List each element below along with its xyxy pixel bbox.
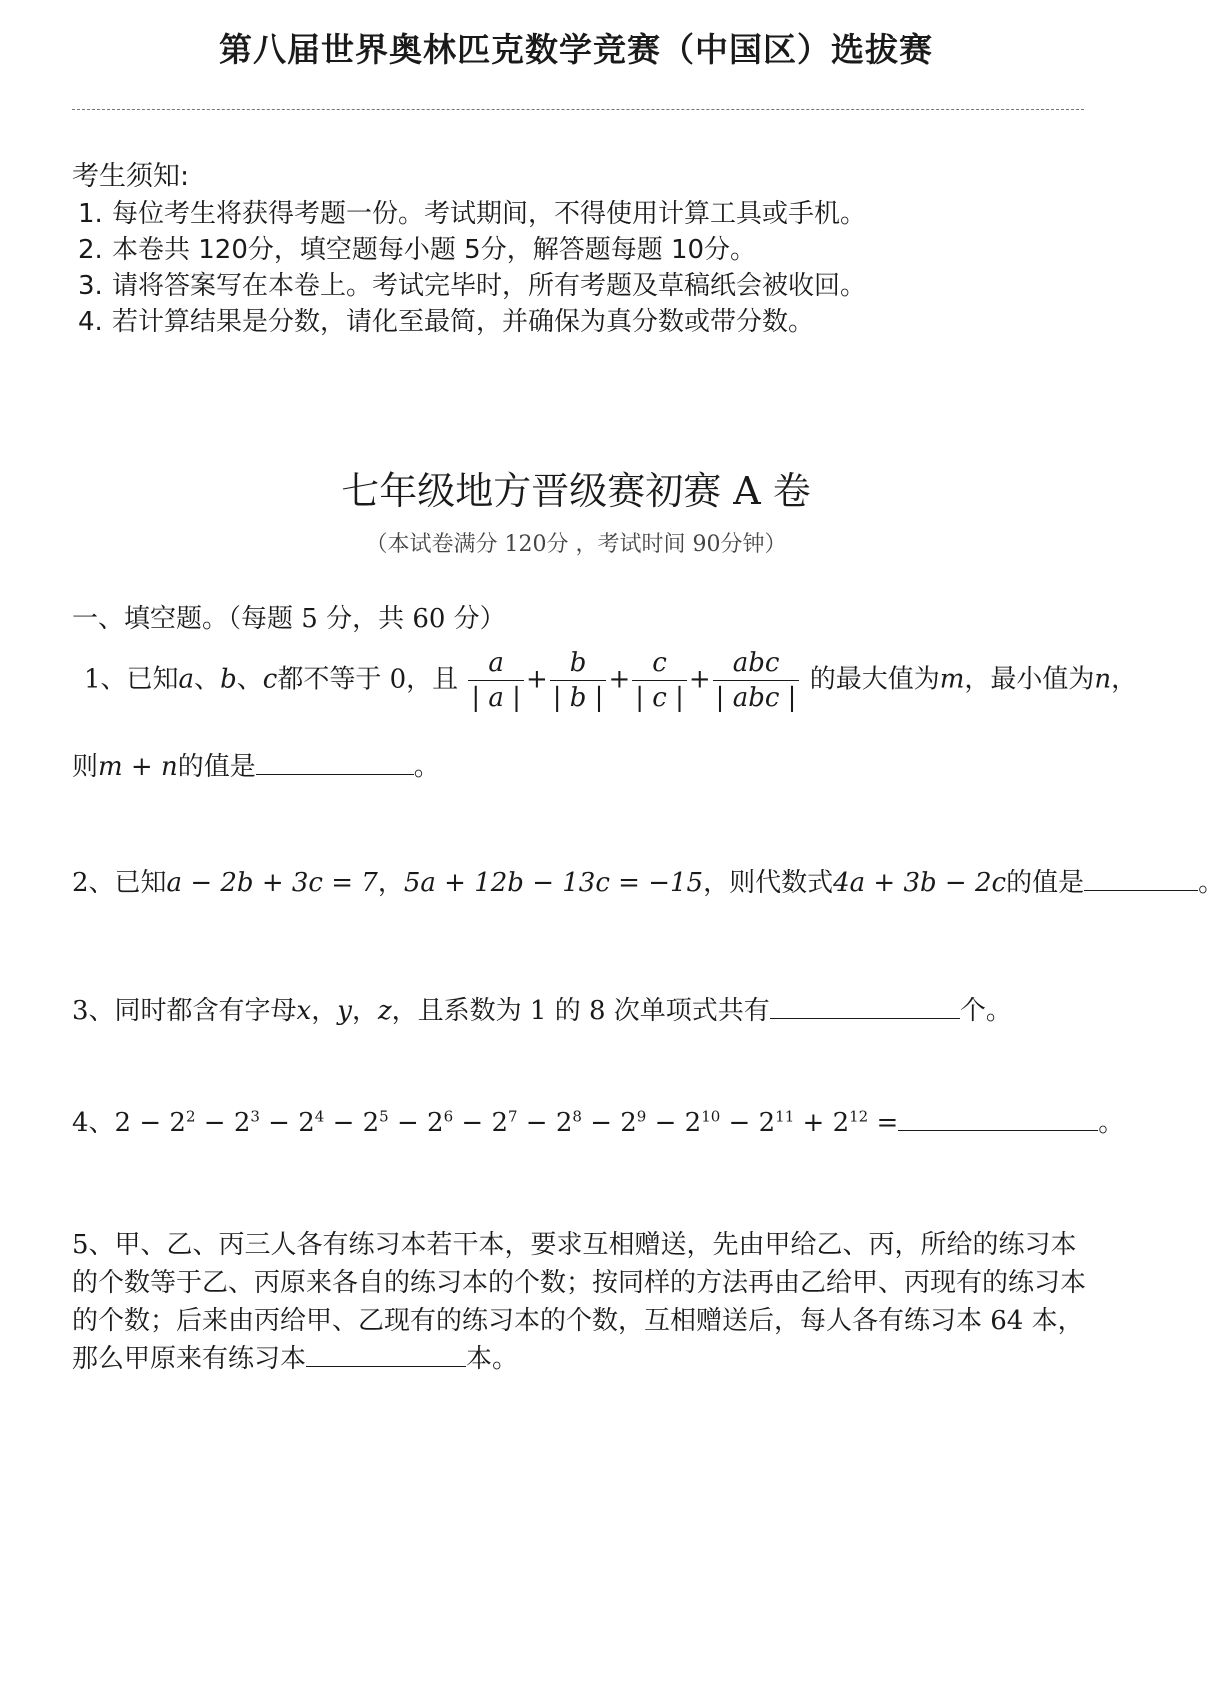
q2-prefix: 2、已知 — [72, 868, 167, 898]
question-2 — [72, 862, 1224, 899]
q3-var-x: x — [296, 996, 312, 1026]
question-1-line-2 — [72, 746, 440, 783]
q2-equation-2: 5a + 12b − 13c = −15 — [403, 868, 704, 898]
plus-sign: + — [525, 664, 548, 695]
notice-item — [78, 232, 866, 268]
q4-expression — [115, 1108, 899, 1138]
q4-exponent: 7 — [507, 1107, 518, 1126]
exam-series-title: 第八届世界奥林匹克数学竞赛（中国区）选拔赛 — [219, 30, 933, 69]
q4-exponent: 6 — [443, 1107, 454, 1126]
q1-var-a: a — [178, 664, 195, 695]
plus-sign: + — [688, 664, 711, 695]
q3-sep: ， — [311, 996, 338, 1026]
q1-answer-blank[interactable] — [256, 750, 414, 775]
q2-equation-1: a − 2b + 3c = 7 — [166, 868, 378, 898]
q4-exponent: 9 — [636, 1107, 647, 1126]
q4-term: − 2 — [324, 1108, 380, 1138]
q4-term: − 2 — [388, 1108, 444, 1138]
q1-line2-prefix: 则 — [72, 752, 99, 782]
fraction-denominator: | a | — [471, 683, 521, 713]
q5-answer-blank[interactable] — [306, 1342, 466, 1367]
fraction-numerator: c — [632, 648, 687, 681]
q4-term: − 2 — [453, 1108, 508, 1138]
q1-mid: 都不等于 0，且 — [277, 664, 459, 695]
q3-var-y: y — [337, 996, 352, 1026]
q1-fraction-b — [550, 648, 607, 713]
q4-answer-blank[interactable] — [898, 1106, 1098, 1131]
fraction-denominator: | b | — [552, 683, 604, 713]
q4-exponent: 5 — [379, 1107, 389, 1126]
fraction-denominator: | abc | — [715, 683, 797, 713]
fraction-numerator: a — [468, 648, 524, 681]
dashed-divider — [72, 109, 1084, 110]
fraction-denominator: | c | — [635, 683, 684, 713]
q1-expr-m-plus-n: m + n — [98, 752, 178, 782]
q4-exponent: 10 — [701, 1107, 721, 1126]
question-3 — [72, 990, 1012, 1027]
q4-prefix: 4、 — [72, 1108, 115, 1138]
q5-text: 5、甲、乙、丙三人各有练习本若干本，要求互相赠送，先由甲给乙、丙，所给的练习本的个数等于乙、丙原来各自的练习本的个数；按同样的方法再由乙给甲、丙现有的练习本的个数；后来由丙给甲、乙现有的练习本的个数，互相赠送后，每人各有练习本 64 本，那么甲原来有练习本 — [72, 1230, 1087, 1374]
notice-item-number: 3. — [78, 271, 103, 301]
q1-after2: ，最小值为 — [964, 664, 1095, 695]
q3-suffix: ，且系数为 1 的 8 次单项式共有 — [391, 996, 770, 1026]
q1-var-n: n — [1094, 664, 1112, 695]
q2-answer-blank[interactable] — [1084, 866, 1198, 891]
q2-mid: ，则代数式 — [703, 868, 834, 898]
notice-item — [78, 304, 866, 340]
q4-term: − 2 — [195, 1108, 251, 1138]
notice-item-text: 每位考生将获得考题一份。考试期间，不得使用计算工具或手机。 — [112, 199, 867, 229]
q1-prefix: 1、已知 — [84, 664, 179, 695]
q4-exponent: 11 — [775, 1107, 795, 1126]
q3-answer-blank[interactable] — [770, 994, 960, 1019]
q1-line2-suffix: 的值是 — [177, 752, 256, 782]
q4-exponent: 4 — [314, 1107, 325, 1126]
q3-var-z: z — [377, 996, 392, 1026]
question-5 — [72, 1226, 1090, 1378]
plus-sign: + — [608, 664, 631, 695]
q4-end: 。 — [1098, 1108, 1125, 1138]
q1-fraction-abc — [713, 648, 800, 713]
q2-expression: 4a + 3b − 2c — [833, 868, 1007, 898]
q1-var-c: c — [262, 664, 278, 695]
q3-end: 个。 — [959, 996, 1012, 1026]
notice-list — [78, 196, 866, 340]
q1-sep: 、 — [194, 664, 221, 695]
notice-title: 考生须知: — [72, 161, 190, 192]
q1-comma: ， — [1111, 664, 1138, 695]
fraction-numerator: b — [550, 648, 607, 681]
q1-sep: 、 — [236, 664, 263, 695]
q2-end: 。 — [1198, 868, 1224, 898]
notice-item-number: 1. — [78, 199, 103, 229]
q4-term: − 2 — [259, 1108, 315, 1138]
q2-suffix: 的值是 — [1006, 868, 1085, 898]
notice-item — [78, 268, 866, 304]
q5-end: 本。 — [466, 1344, 519, 1374]
q4-exponent: 8 — [572, 1107, 582, 1126]
q1-var-b: b — [220, 664, 237, 695]
fraction-numerator: abc — [713, 648, 800, 681]
notice-item-number: 2. — [78, 235, 103, 265]
paper-subtitle: （本试卷满分 120分 ，考试时间 90分钟） — [365, 532, 787, 557]
section-heading-fill-in: 一、填空题。（每题 5 分，共 60 分） — [72, 604, 506, 634]
notice-item-number: 4. — [78, 307, 103, 337]
q4-term: − 2 — [517, 1108, 573, 1138]
q1-end: 。 — [413, 752, 440, 782]
q4-term: − 2 — [720, 1108, 776, 1138]
notice-item-text: 请将答案写在本卷上。考试完毕时，所有考题及草稿纸会被收回。 — [112, 271, 867, 301]
q1-var-m: m — [939, 664, 965, 695]
q2-sep: ， — [377, 868, 404, 898]
notice-item-text: 若计算结果是分数，请化至最简，并确保为真分数或带分数。 — [112, 307, 815, 337]
question-1-line-1 — [84, 648, 1137, 713]
q3-sep: ， — [351, 996, 378, 1026]
q4-exponent: 2 — [185, 1107, 196, 1126]
q1-fraction-a — [468, 648, 524, 713]
q1-fraction-c — [632, 648, 687, 713]
q1-after: 的最大值为 — [809, 664, 940, 695]
paper-title: 七年级地方晋级赛初赛 A 卷 — [341, 469, 811, 513]
notice-item-text: 本卷共 120分，填空题每小题 5分，解答题每题 10分。 — [112, 235, 757, 265]
q4-term: 2 − 2 — [114, 1108, 186, 1138]
q3-prefix: 3、同时都含有字母 — [72, 996, 297, 1026]
q4-term: = — [868, 1108, 899, 1138]
question-4 — [72, 1102, 1124, 1139]
q4-term: − 2 — [581, 1108, 637, 1138]
q4-exponent: 3 — [250, 1107, 260, 1126]
notice-item — [78, 196, 866, 232]
q4-term: + 2 — [794, 1108, 850, 1138]
q4-term: − 2 — [646, 1108, 702, 1138]
q4-exponent: 12 — [849, 1107, 869, 1126]
